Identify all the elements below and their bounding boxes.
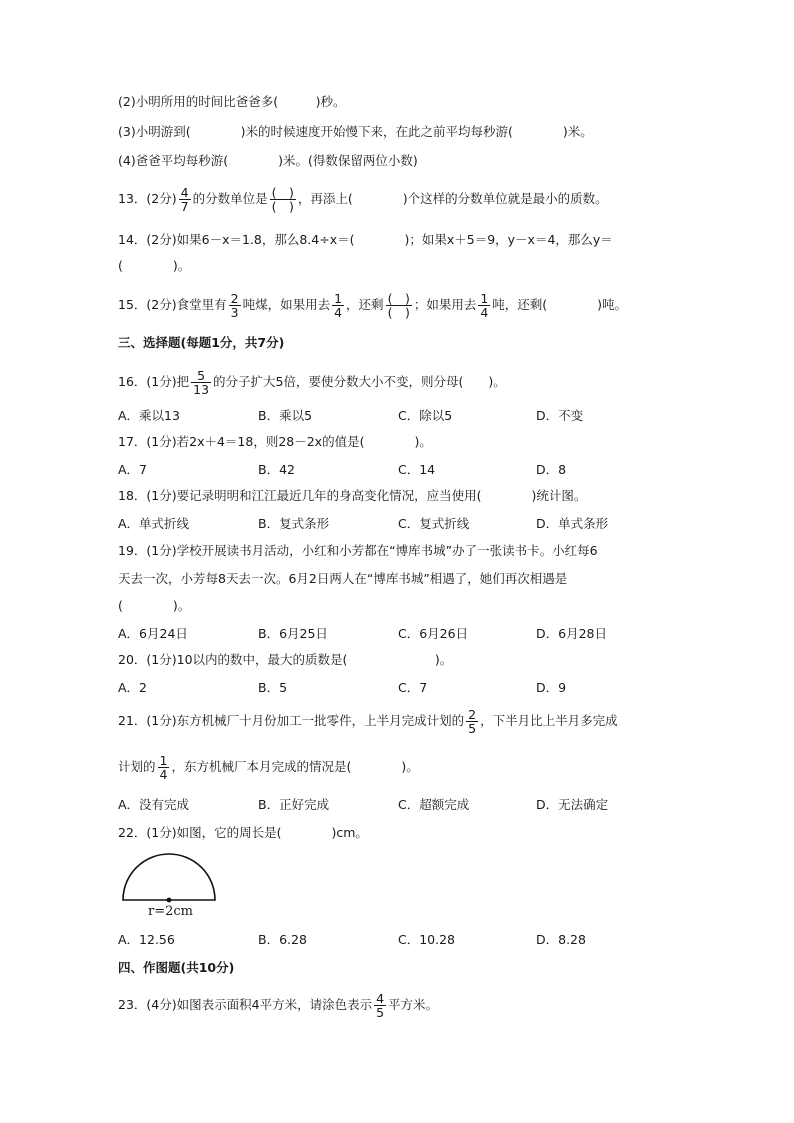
q19-option-d[interactable]: D．6月28日 <box>536 626 607 641</box>
section-4-heading: 四、作图题(共10分) <box>118 960 235 975</box>
q22-option-c[interactable]: C．10.28 <box>398 932 456 947</box>
q21-option-a[interactable]: A．没有完成 <box>118 797 190 812</box>
q19-line-2: 天去一次，小芳每8天去一次。6月2日两人在“博库书城”相遇了，她们再次相遇是 <box>118 571 568 586</box>
semicircle-shape <box>123 854 215 900</box>
q18-option-d[interactable]: D．单式条形 <box>536 516 609 531</box>
question-22: 22．(1分)如图，它的周长是( )cm。 <box>118 825 368 840</box>
q17-option-a[interactable]: A．7 <box>118 462 148 477</box>
q16-option-a[interactable]: A．乘以13 <box>118 408 180 423</box>
radius-label: r=2cm <box>148 904 193 919</box>
question-20: 20．(1分)10以内的数中，最大的质数是( )。 <box>118 652 453 667</box>
question-15: 15．(2分)食堂里有 $\frac{2}{3}$ 吨煤，如果用去 $\frac{1}{4}$ ，还剩 $\frac{( )}{( )}$ ；如果用去 $\frac{1}{4}$ 吨，还剩( )吨。 <box>118 291 628 320</box>
q20-option-b[interactable]: B．5 <box>258 680 288 695</box>
question-18: 18．(1分)要记录明明和江江最近几年的身高变化情况，应当使用( )统计图。 <box>118 488 587 503</box>
q18-option-c[interactable]: C．复式折线 <box>398 516 470 531</box>
q22-option-b[interactable]: B．6.28 <box>258 932 307 947</box>
q13-blank-fraction[interactable]: $\frac{( )}{( )}$ <box>271 185 294 214</box>
q21-line-1: 21．(1分)东方机械厂十月份加工一批零件，上半月完成计划的 $\frac{2}{5}$ ，下半月比上半月多完成 <box>118 707 618 736</box>
q22-option-d[interactable]: D．8.28 <box>536 932 586 947</box>
q15-fraction-2: $\frac{1}{4}$ <box>334 291 343 320</box>
q13-text-2: ，再添上( )个这样的分数单位就是最小的质数。 <box>297 191 608 206</box>
q12-line-4: (4)爸爸平均每秒游( )米。(得数保留两位小数) <box>118 153 418 168</box>
q13-text: 的分数单位是 <box>192 191 268 206</box>
q15-fraction-1: $\frac{2}{3}$ <box>230 291 239 320</box>
q16-fraction: $\frac{5}{13}$ <box>193 368 210 397</box>
q21-fraction-2: $\frac{1}{4}$ <box>159 753 168 782</box>
q23-fraction: $\frac{4}{5}$ <box>376 991 385 1020</box>
q19-option-a[interactable]: A．6月24日 <box>118 626 188 641</box>
q21-option-d[interactable]: D．无法确定 <box>536 797 609 812</box>
q19-line-1: 19．(1分)学校开展读书月活动，小红和小芳都在“博库书城”办了一张读书卡。小红每6 <box>118 543 598 558</box>
q21-fraction-1: $\frac{2}{5}$ <box>468 707 477 736</box>
q16-option-b[interactable]: B．乘以5 <box>258 408 313 423</box>
q17-option-d[interactable]: D．8 <box>536 462 567 477</box>
q20-option-d[interactable]: D．9 <box>536 680 567 695</box>
q12-line-2: (2)小明所用的时间比爸爸多( )秒。 <box>118 94 346 109</box>
q18-option-a[interactable]: A．单式折线 <box>118 516 190 531</box>
center-dot <box>167 898 172 903</box>
q20-option-c[interactable]: C．7 <box>398 680 428 695</box>
q14-line-1: 14．(2分)如果6－x＝1.8，那么8.4÷x＝( )；如果x＋5＝9，y－x＝4，那么y＝ <box>118 232 613 247</box>
q18-option-b[interactable]: B．复式条形 <box>258 516 330 531</box>
q20-option-a[interactable]: A．2 <box>118 680 148 695</box>
q21-option-b[interactable]: B．正好完成 <box>258 797 330 812</box>
q15-fraction-3: $\frac{1}{4}$ <box>480 291 489 320</box>
q19-line-3: ( )。 <box>118 598 191 613</box>
q21-line-2: 计划的 $\frac{1}{4}$ ，东方机械厂本月完成的情况是( )。 <box>118 753 419 782</box>
question-16: 16．(1分)把 $\frac{5}{13}$ 的分子扩大5倍，要使分数大小不变，则分母( )。 <box>118 368 506 397</box>
q12-line-3: (3)小明游到( )米的时候速度开始慢下来，在此之前平均每秒游( )米。 <box>118 124 593 139</box>
q16-option-c[interactable]: C．除以5 <box>398 408 453 423</box>
q13-label: 13．(2分) <box>118 191 177 206</box>
q19-option-b[interactable]: B．6月25日 <box>258 626 328 641</box>
q16-option-d[interactable]: D．不变 <box>536 408 584 423</box>
q13-fraction: $\frac{4}{7}$ <box>180 185 189 214</box>
section-3-heading: 三、选择题(每题1分，共7分) <box>118 335 285 350</box>
q14-line-2: ( )。 <box>118 258 191 273</box>
q22-option-a[interactable]: A．12.56 <box>118 932 175 947</box>
q17-option-c[interactable]: C．14 <box>398 462 436 477</box>
question-17: 17．(1分)若2x＋4＝18，则28－2x的值是( )。 <box>118 434 432 449</box>
q17-option-b[interactable]: B．42 <box>258 462 295 477</box>
q21-option-c[interactable]: C．超额完成 <box>398 797 470 812</box>
question-13 <box>118 186 608 213</box>
q15-blank-fraction[interactable]: $\frac{( )}{( )}$ <box>387 291 410 320</box>
question-23: 23．(4分)如图表示面积4平方米，请涂色表示 $\frac{4}{5}$ 平方米。 <box>118 991 439 1020</box>
q19-option-c[interactable]: C．6月26日 <box>398 626 469 641</box>
semicircle-figure <box>118 852 228 925</box>
